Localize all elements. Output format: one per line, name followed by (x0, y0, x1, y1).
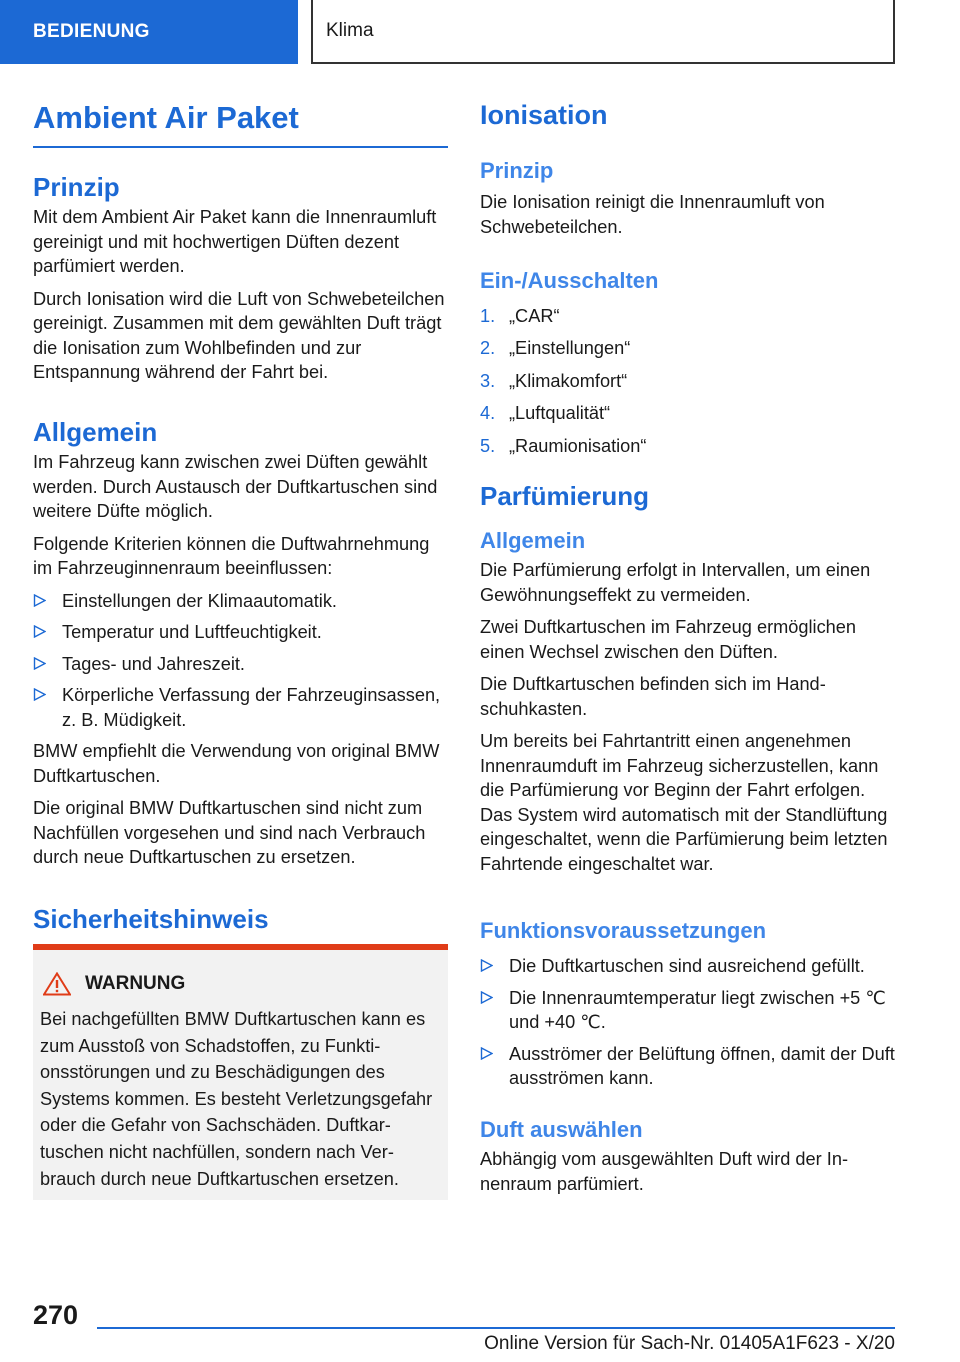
footer-rule (97, 1327, 895, 1329)
step-item (480, 336, 900, 368)
list-item-text: Die Duftkartuschen sind ausreichend gefüllt. (509, 956, 865, 976)
ionisation-title: Ionisation (480, 100, 608, 130)
funktion-heading: Funktionsvoraussetzungen (480, 918, 767, 943)
step-item (480, 369, 900, 401)
criteria-list (33, 589, 448, 733)
list-item (33, 652, 448, 677)
einaus-section (480, 268, 900, 466)
allgemein-paragraph-4: Die original BMW Duftkartuschen sind nicht zum Nachfüllen vorgesehen und sind nach Verbrauch durch neue Duftkartuschen zu ersetzen. (33, 798, 426, 867)
step-item (480, 434, 900, 466)
funktion-list (480, 954, 900, 1091)
duft-paragraph: Abhängig vom ausgewählten Duft wird der Innenraum parfümiert. (480, 1149, 849, 1194)
list-item-text: Die Innenraumtemperatur liegt zwischen +5 ℃ und +40 ℃. (509, 987, 886, 1032)
prinzip-paragraph-2: Durch Ionisation wird die Luft von Schwebeteilchen gereinigt. Zusammen mit dem gewählten Duft trägt die Ionisation zum Wohlbefinden und zur Entspannung während der Fahrt bei. (33, 288, 445, 382)
list-item-text: Einstellungen der Klimaautomatik. (62, 590, 337, 611)
einaus-steps (480, 304, 900, 466)
chapter-title: Klima (311, 0, 895, 64)
parfuemierung-paragraph-4: Um bereits bei Fahrtantritt einen angenehmen Innenraumduft im Fahrzeug sicherzustellen, kann die Parfümierung vor Beginn der Fahrt erfolgen. Das System wird automatisch mit der Standlüftung eingeschaltet, wenn die Parfümierung beim letzten Fahrtende eingeschaltet war. (480, 731, 888, 874)
prinzip-paragraph-1: Mit dem Ambient Air Paket kann die Innenraumluft gereinigt und mit hochwertigen Düften dezent parfümiert werden. (33, 207, 437, 276)
ionisation-prinzip-paragraph: Die Ionisation reinigt die Innenraumluft von Schwebeteilchen. (480, 192, 825, 237)
allgemein-paragraph-3: BMW empfiehlt die Verwendung von original BMW Duftkartuschen. (33, 741, 440, 786)
step-text: „CAR“ (509, 306, 560, 326)
step-item (480, 401, 900, 433)
list-item (33, 683, 448, 732)
list-item-text: Tages- und Jahreszeit. (62, 653, 245, 674)
parfuemierung-paragraph-3: Die Duftkartuschen befinden sich im Handschuhkasten. (480, 674, 826, 719)
warning-title (40, 972, 440, 996)
step-text: „Luftqualität“ (509, 403, 611, 424)
list-item (33, 589, 448, 614)
list-item-text: Ausströmer der Belüftung öffnen, damit der Duft ausströmen kann. (509, 1043, 895, 1088)
sicherheit-heading: Sicherheitshinweis (33, 904, 269, 934)
step-text: „Klimakomfort“ (509, 370, 628, 391)
step-number: 5. (480, 435, 496, 456)
allgemein-paragraph-1: Im Fahrzeug kann zwischen zwei Düften gewählt werden. Durch Austausch der Duftkartuschen sind weitere Düfte möglich. (33, 452, 438, 521)
warning-text: Bei nachgefüllten BMW Duftkartuschen kann es zum Ausstoß von Schadstoffen, zu Funktionsstörungen und zu Beschädigungen des Systems kommen. Es besteht Verletzungsgefahr oder die Gefahr von Sachschäden. Duftkartuschen nicht nachfüllen, sondern nach Verbrauch durch neue Duftkartuschen ersetzen. (40, 1009, 433, 1189)
footer-online-version: Online Version für Sach-Nr. 01405A1F623 - X/20 (484, 1333, 895, 1354)
triangle-right-outline-icon (480, 959, 493, 972)
parfuemierung-paragraph-1: Die Parfümierung erfolgt in Intervallen, um einen Gewöhnungseffekt zu vermeiden. (480, 560, 871, 605)
triangle-right-outline-icon (33, 688, 46, 701)
section-tab: BEDIENUNG (0, 0, 298, 64)
sicherheit-heading-block (33, 904, 448, 935)
parfuemierung-section (480, 481, 900, 876)
triangle-right-outline-icon (480, 991, 493, 1004)
warning-label: WARNUNG (85, 973, 186, 994)
step-text: „Raumionisation“ (509, 435, 647, 456)
prinzip-section (33, 172, 448, 385)
triangle-right-outline-icon (480, 1047, 493, 1060)
allgemein-paragraph-2: Folgende Kriterien können die Duftwahrnehmung im Fahrzeuginnenraum beeinflussen: (33, 533, 430, 578)
warning-triangle-icon (43, 972, 71, 996)
triangle-right-outline-icon (33, 657, 46, 670)
step-number: 3. (480, 370, 496, 391)
allgemein-section (33, 417, 448, 870)
list-item (33, 620, 448, 645)
list-item (480, 954, 900, 979)
list-item (480, 1042, 900, 1091)
step-item (480, 304, 900, 336)
list-item (480, 986, 900, 1035)
step-number: 4. (480, 403, 496, 424)
list-item-text: Körperliche Verfassung der Fahrzeuginsassen, z. B. Müdigkeit. (62, 685, 441, 730)
triangle-right-outline-icon (33, 625, 46, 638)
allgemein-heading: Allgemein (33, 417, 158, 447)
duft-heading: Duft auswählen (480, 1117, 643, 1142)
parfuemierung-paragraph-2: Zwei Duftkartuschen im Fahrzeug ermöglichen einen Wechsel zwischen den Düften. (480, 617, 857, 662)
page-title: Ambient Air Paket (33, 100, 448, 148)
parfuemierung-sub-heading: Allgemein (480, 528, 586, 553)
step-number: 1. (480, 306, 496, 326)
einaus-heading: Ein-/Ausschalten (480, 268, 659, 293)
step-number: 2. (480, 338, 496, 359)
funktion-section (480, 918, 900, 1098)
parfuemierung-heading: Parfümierung (480, 481, 650, 511)
page-number: 270 (33, 1300, 79, 1330)
list-item-text: Temperatur und Luftfeuchtigkeit. (62, 622, 322, 642)
warning-box (33, 944, 448, 1200)
ionisation-prinzip-section (480, 158, 900, 239)
ionisation-prinzip-heading: Prinzip (480, 158, 554, 183)
duft-section (480, 1117, 900, 1196)
prinzip-heading: Prinzip (33, 172, 120, 202)
step-text: „Einstellungen“ (509, 338, 631, 359)
triangle-right-outline-icon (33, 594, 46, 607)
